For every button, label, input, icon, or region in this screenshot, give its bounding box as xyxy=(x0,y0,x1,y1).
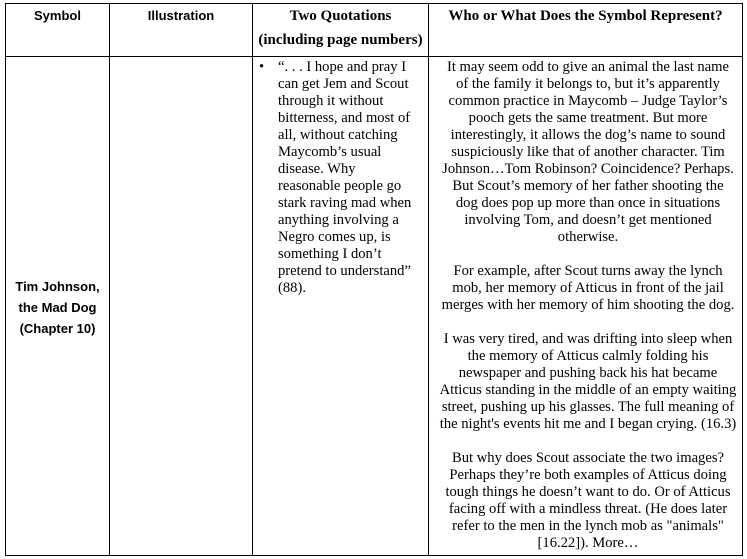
analysis-line: the memory of Atticus calmly folding his xyxy=(467,348,709,364)
quote-line: reasonable people go xyxy=(278,178,402,194)
header-divider xyxy=(6,56,742,57)
quote-line: through it without xyxy=(278,93,384,109)
analysis-quote-paragraph xyxy=(434,331,742,433)
analysis-line: Perhaps they’re both examples of Atticus doing xyxy=(449,467,727,483)
analysis-line: the night's events hit me and I began crying. (16.3) xyxy=(439,416,737,432)
symbol-table xyxy=(5,3,743,556)
quote-line: pretend to understand” xyxy=(278,263,411,279)
header-illustration: Illustration xyxy=(147,8,215,23)
analysis-text xyxy=(434,59,742,552)
analysis-line: I was very tired, and was drifting into sleep when xyxy=(443,331,733,347)
header-quotations-line1: Two Quotations xyxy=(289,8,392,24)
quote-line: anything involving a xyxy=(278,212,399,228)
analysis-line: It may seem odd to give an animal the last name xyxy=(446,59,730,75)
quote-line: Maycomb’s usual xyxy=(278,144,382,160)
analysis-line: interestingly, it allows the dog’s name to sound xyxy=(450,127,726,143)
analysis-line: facing off with a mindless threat. (He does later xyxy=(448,501,728,517)
header-symbol: Symbol xyxy=(34,8,81,23)
quote-line: “. . . I hope and pray I xyxy=(278,59,407,75)
column-divider-2 xyxy=(252,4,253,555)
analysis-line: tough things he doesn’t want to do. Or of Atticus xyxy=(445,484,731,500)
analysis-line: But Scout’s memory of her father shooting the xyxy=(452,178,724,194)
analysis-line: mob, her memory of Atticus in front of the jail xyxy=(452,280,724,296)
symbol-name-line: Tim Johnson, xyxy=(15,279,100,294)
analysis-paragraph-4 xyxy=(434,450,742,552)
analysis-line: dog does pop up more than once in situations xyxy=(455,195,721,211)
symbol-name xyxy=(6,276,109,339)
analysis-line: of the family it belongs to, but it’s apparently xyxy=(456,76,720,92)
analysis-line: involving Tom, and doesn’t get mentioned xyxy=(464,212,712,228)
analysis-paragraph-1 xyxy=(434,59,742,246)
quote-line: can get Jem and Scout xyxy=(278,76,409,92)
quote-line: something I don’t xyxy=(278,246,382,262)
analysis-line: Johnson…Tom Robinson? Coincidence? Perhaps. xyxy=(442,161,734,177)
bullet-icon: • xyxy=(259,59,265,75)
analysis-line: street, pushing up his glasses. The full meaning of xyxy=(441,399,735,415)
analysis-line: suspiciously like that of another character. Tim xyxy=(451,144,725,160)
header-represent: Who or What Does the Symbol Represent? xyxy=(448,8,723,24)
analysis-line: But why does Scout associate the two images? xyxy=(452,450,724,466)
analysis-line: newspaper and pushing back his hat became xyxy=(458,365,718,381)
analysis-line: common practice in Maycomb – Judge Taylor’s xyxy=(448,93,728,109)
analysis-paragraph-2 xyxy=(434,263,742,314)
quote-line: (88). xyxy=(278,280,306,296)
analysis-line: [16.22]). More… xyxy=(537,535,639,551)
header-quotations xyxy=(253,4,428,52)
analysis-line: For example, after Scout turns away the lynch xyxy=(453,263,723,279)
quote-line: all, without catching xyxy=(278,127,398,143)
quote-line: stark raving mad when xyxy=(278,195,412,211)
quote-line: disease. Why xyxy=(278,161,356,177)
column-divider-3 xyxy=(428,4,429,555)
analysis-line: otherwise. xyxy=(557,229,619,245)
header-quotations-line2: (including page numbers) xyxy=(258,32,423,48)
analysis-line: pooch gets the same treatment. But more xyxy=(468,110,708,126)
symbol-name-line: the Mad Dog xyxy=(18,300,97,315)
quotation-text xyxy=(278,59,418,297)
symbol-name-line: (Chapter 10) xyxy=(19,321,96,336)
quote-line: Negro comes up, is xyxy=(278,229,391,245)
column-divider-1 xyxy=(109,4,110,555)
analysis-line: merges with her memory of him shooting the dog. xyxy=(441,297,735,313)
quote-line: bitterness, and most of xyxy=(278,110,411,126)
analysis-line: Atticus standing in the middle of an empty waiting xyxy=(439,382,737,398)
analysis-line: refer to the men in the lynch mob as "animals" xyxy=(452,518,724,534)
